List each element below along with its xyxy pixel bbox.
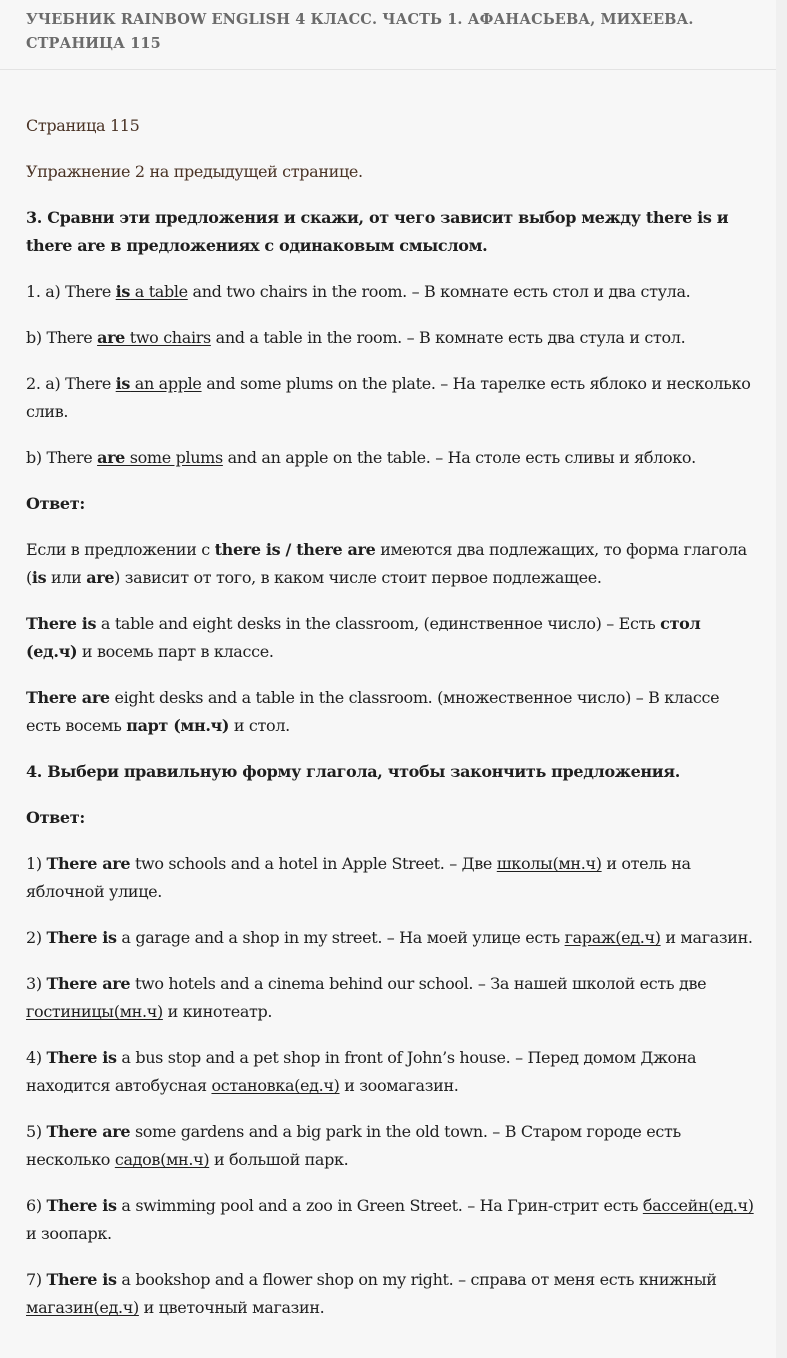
scrollbar[interactable] — [776, 0, 787, 1358]
exercise-4-item — [26, 970, 756, 1026]
item-subject: магазин(ед.ч) — [26, 1298, 139, 1317]
exercise-4-item — [26, 1266, 756, 1322]
item-subject — [97, 328, 211, 347]
item-subject-text: two chairs — [125, 328, 211, 347]
rule-text: имеются два подлежащих, то форма глагола ( — [26, 540, 747, 587]
item-tail: и кинотеатр. — [162, 1002, 273, 1021]
rule-text: или — [46, 568, 87, 587]
item-verb: There are — [46, 1122, 131, 1141]
item-verb: is — [115, 282, 131, 301]
item-verb: are — [97, 448, 126, 467]
item-subject: гостиницы(мн.ч) — [26, 1002, 163, 1021]
example-plural — [26, 684, 756, 740]
item-number: 1) — [26, 854, 47, 873]
item-number: 7) — [26, 1270, 47, 1289]
page-title — [26, 8, 750, 56]
item-subject — [116, 374, 202, 393]
item-text: a garage and a shop in my street. – На моей улице есть — [116, 928, 565, 947]
item-verb: are — [97, 328, 126, 347]
item-text: a bus stop and a pet shop in front of John’s house. – Перед домом Джона находится автобусная — [26, 1048, 697, 1095]
item-tail: и зоомагазин. — [339, 1076, 459, 1095]
item-tail: и цветочный магазин. — [138, 1298, 325, 1317]
exercise-4-item — [26, 1044, 756, 1100]
item-rest: and an apple on the table. – На столе есть сливы и яблоко. — [222, 448, 696, 467]
item-text: some gardens and a big park in the old town. – В Старом городе есть несколько — [26, 1122, 681, 1169]
exercise-3-item — [26, 444, 756, 472]
item-number: 6) — [26, 1196, 47, 1215]
page-header — [0, 0, 776, 70]
item-tail: и зоопарк. — [26, 1224, 112, 1243]
item-text: two schools and a hotel in Apple Street. – Две — [130, 854, 497, 873]
example-bold: There is — [26, 614, 97, 633]
item-verb: There are — [46, 854, 131, 873]
rule-bold: is — [31, 568, 47, 587]
page-label: Страница 115 — [26, 116, 140, 135]
example-bold: There are — [26, 688, 110, 707]
item-prefix: 1. a) There — [26, 282, 116, 301]
rule-paragraph — [26, 536, 756, 592]
item-tail: и магазин. — [660, 928, 753, 947]
rule-bold: are — [86, 568, 115, 587]
item-text: two hotels and a cinema behind our school. – За нашей школой есть две — [130, 974, 707, 993]
item-verb: There are — [46, 974, 131, 993]
item-verb: There is — [46, 928, 117, 947]
page-title-line-2: СТРАНИЦА 115 — [26, 35, 161, 52]
example-text: и восемь парт в классе. — [77, 642, 274, 661]
exercise-4-item — [26, 1118, 756, 1174]
item-subject: садов(мн.ч) — [114, 1150, 210, 1169]
item-subject-text: an apple — [130, 374, 202, 393]
answer-label: Ответ: — [26, 494, 85, 513]
exercise-3-heading: 3. Сравни эти предложения и скажи, от чего зависит выбор между there is и there are в предложениях с одинаковым смыслом. — [26, 208, 729, 255]
example-text: eight desks and a table in the classroom. (множественное число) – В классе есть восемь — [26, 688, 720, 735]
rule-bold: there is / there are — [214, 540, 376, 559]
item-number: 4) — [26, 1048, 47, 1067]
item-verb: There is — [46, 1196, 117, 1215]
rule-text: Если в предложении с — [26, 540, 215, 559]
item-subject: школы(мн.ч) — [496, 854, 602, 873]
item-subject-text: some plums — [125, 448, 223, 467]
example-bold: парт (мн.ч) — [126, 716, 230, 735]
item-rest: and a table in the room. – В комнате есть два стула и стол. — [210, 328, 686, 347]
exercise-note: Упражнение 2 на предыдущей странице. — [26, 162, 363, 181]
example-text: a table and eight desks in the classroom, (единственное число) – Есть — [96, 614, 661, 633]
item-subject: остановка(ед.ч) — [211, 1076, 340, 1095]
exercise-4-heading: 4. Выбери правильную форму глагола, чтобы закончить предложения. — [26, 762, 680, 781]
exercise-4-item — [26, 1192, 756, 1248]
item-number: 3) — [26, 974, 47, 993]
page-title-line-1: УЧЕБНИК RAINBOW ENGLISH 4 КЛАСС. ЧАСТЬ 1. АФАНАСЬЕВА, МИХЕЕВА. — [26, 11, 694, 28]
example-bold: стол (ед.ч) — [26, 614, 701, 661]
item-verb: There is — [46, 1270, 117, 1289]
item-rest: and two chairs in the room. – В комнате есть стол и два стула. — [187, 282, 691, 301]
item-subject: бассейн(ед.ч) — [642, 1196, 754, 1215]
item-prefix: 2. a) There — [26, 374, 116, 393]
item-verb: There is — [46, 1048, 117, 1067]
example-singular — [26, 610, 756, 666]
item-subject-text: a table — [130, 282, 188, 301]
exercise-3-item — [26, 278, 756, 306]
item-tail: и большой парк. — [209, 1150, 349, 1169]
item-text: a swimming pool and a zoo in Green Street. – На Грин-стрит есть — [116, 1196, 643, 1215]
item-subject — [97, 448, 223, 467]
answer-label: Ответ: — [26, 808, 85, 827]
item-tail: и отель на яблочной улице. — [26, 854, 691, 901]
example-text: и стол. — [229, 716, 290, 735]
item-number: 2) — [26, 928, 47, 947]
item-rest: and some plums on the plate. – На тарелке есть яблоко и несколько слив. — [26, 374, 751, 421]
exercise-4-item — [26, 924, 756, 952]
exercise-4-item — [26, 850, 756, 906]
exercise-3-item — [26, 370, 756, 426]
rule-text: ) зависит от того, в каком числе стоит первое подлежащее. — [114, 568, 602, 587]
article-body — [26, 112, 756, 1340]
item-prefix: b) There — [26, 448, 98, 467]
item-prefix: b) There — [26, 328, 98, 347]
exercise-3-item — [26, 324, 756, 352]
item-text: a bookshop and a flower shop on my right. – справа от меня есть книжный — [116, 1270, 717, 1289]
item-subject — [116, 282, 188, 301]
item-subject: гараж(ед.ч) — [564, 928, 661, 947]
item-number: 5) — [26, 1122, 47, 1141]
item-verb: is — [115, 374, 131, 393]
